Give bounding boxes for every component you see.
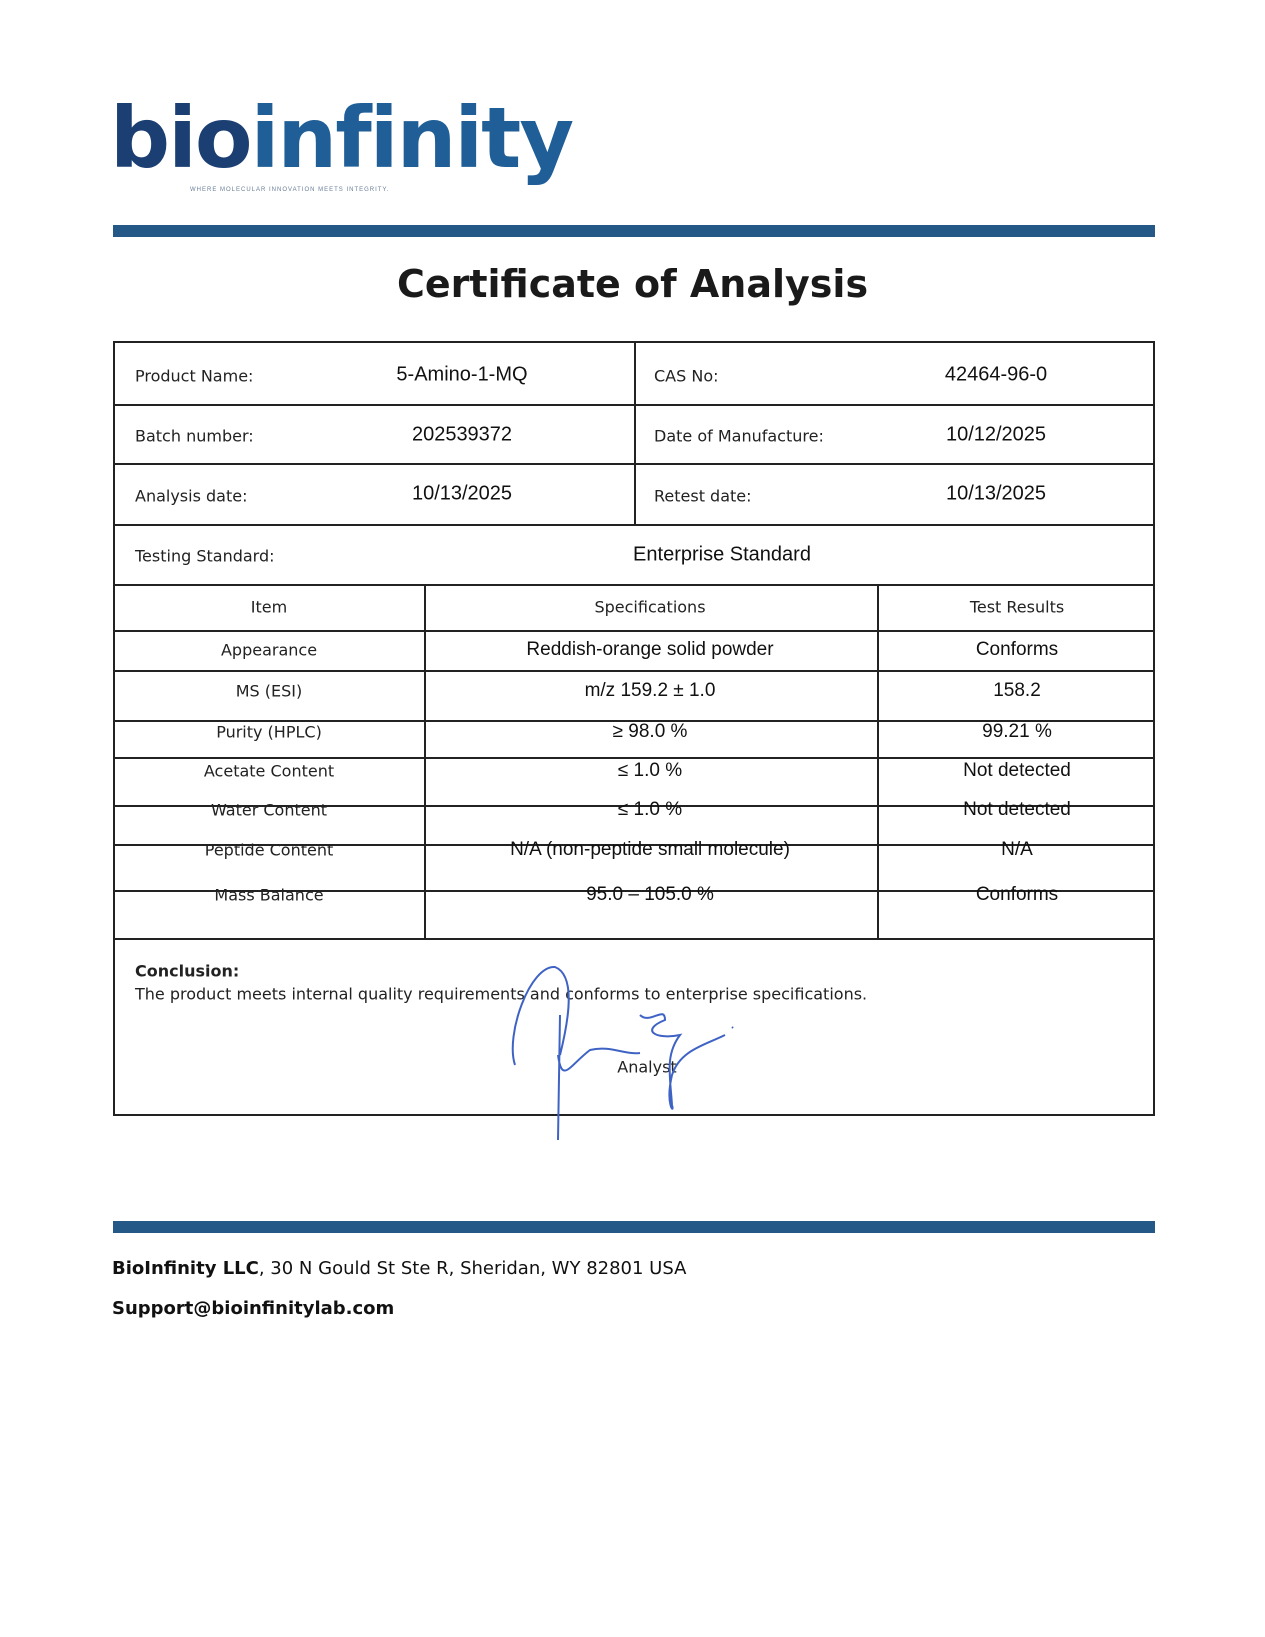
manufacture-value: 10/12/2025: [945, 423, 1047, 446]
logo-text-dark: bio: [110, 89, 251, 187]
logo-tagline: WHERE MOLECULAR INNOVATION MEETS INTEGRITY.: [190, 187, 390, 193]
row-spec: ≥ 98.0 %: [612, 721, 688, 742]
row-result: Conforms: [975, 639, 1059, 660]
standard-label: Testing Standard:: [135, 546, 275, 566]
row-spec: ≤ 1.0 %: [617, 799, 683, 820]
batch-label: Batch number:: [135, 426, 254, 446]
footer-address: [112, 1258, 686, 1279]
row-result: 158.2: [993, 680, 1041, 701]
bottom-divider-bar: [113, 1221, 1155, 1233]
row-item: Acetate Content: [203, 761, 335, 781]
conclusion-label: Conclusion:: [135, 961, 240, 981]
company-address: , 30 N Gould St Ste R, Sheridan, WY 82801 USA: [258, 1258, 687, 1279]
divider: [115, 524, 1153, 526]
analysis-value: 10/13/2025: [411, 482, 513, 505]
divider: [115, 630, 1153, 632]
row-result: 99.21 %: [982, 721, 1052, 742]
product-name-value: 5-Amino-1-MQ: [396, 363, 528, 386]
row-result: N/A: [1001, 839, 1033, 860]
company-name: BioInfinity LLC: [112, 1258, 259, 1279]
column-header-specifications: Specifications: [594, 597, 706, 617]
divider: [877, 584, 879, 938]
bioinfinity-logo: [110, 89, 573, 187]
row-result: Not detected: [963, 799, 1071, 820]
retest-value: 10/13/2025: [945, 482, 1047, 505]
batch-value: 202539372: [411, 423, 513, 446]
analysis-label: Analysis date:: [135, 486, 248, 506]
row-item: Mass Balance: [214, 885, 324, 905]
row-spec: N/A (non-peptide small molecule): [510, 839, 790, 860]
divider: [115, 938, 1153, 940]
support-email[interactable]: Support@bioinfinitylab.com: [112, 1298, 395, 1319]
manufacture-label: Date of Manufacture:: [654, 426, 824, 446]
product-name-label: Product Name:: [135, 366, 254, 386]
row-spec: Reddish-orange solid powder: [526, 639, 774, 660]
divider: [424, 584, 426, 938]
divider: [115, 670, 1153, 672]
logo-text-light: infinity: [250, 89, 573, 187]
row-spec: ≤ 1.0 %: [617, 760, 683, 781]
row-spec: 95.0 – 105.0 %: [586, 884, 714, 905]
analyst-label: Analyst: [617, 1057, 677, 1077]
divider: [634, 343, 636, 524]
row-item: MS (ESI): [235, 681, 303, 701]
conclusion-text: The product meets internal quality requirements and conforms to enterprise specifications.: [135, 984, 868, 1004]
column-header-item: Item: [250, 597, 288, 617]
row-item: Purity (HPLC): [216, 722, 322, 742]
retest-label: Retest date:: [654, 486, 752, 506]
row-result: Not detected: [963, 760, 1071, 781]
column-header-results: Test Results: [969, 597, 1065, 617]
analyst-signature: [500, 955, 780, 1145]
row-item: Water Content: [210, 800, 328, 820]
divider: [115, 757, 1153, 759]
page-title: Certificate of Analysis: [396, 262, 869, 306]
row-item: Appearance: [220, 640, 318, 660]
divider: [115, 584, 1153, 586]
row-result: Conforms: [975, 884, 1059, 905]
standard-value: Enterprise Standard: [633, 543, 811, 566]
cas-value: 42464-96-0: [944, 363, 1048, 386]
cas-label: CAS No:: [654, 366, 719, 386]
row-item: Peptide Content: [204, 840, 334, 860]
top-divider-bar: [113, 225, 1155, 237]
row-spec: m/z 159.2 ± 1.0: [584, 680, 716, 701]
